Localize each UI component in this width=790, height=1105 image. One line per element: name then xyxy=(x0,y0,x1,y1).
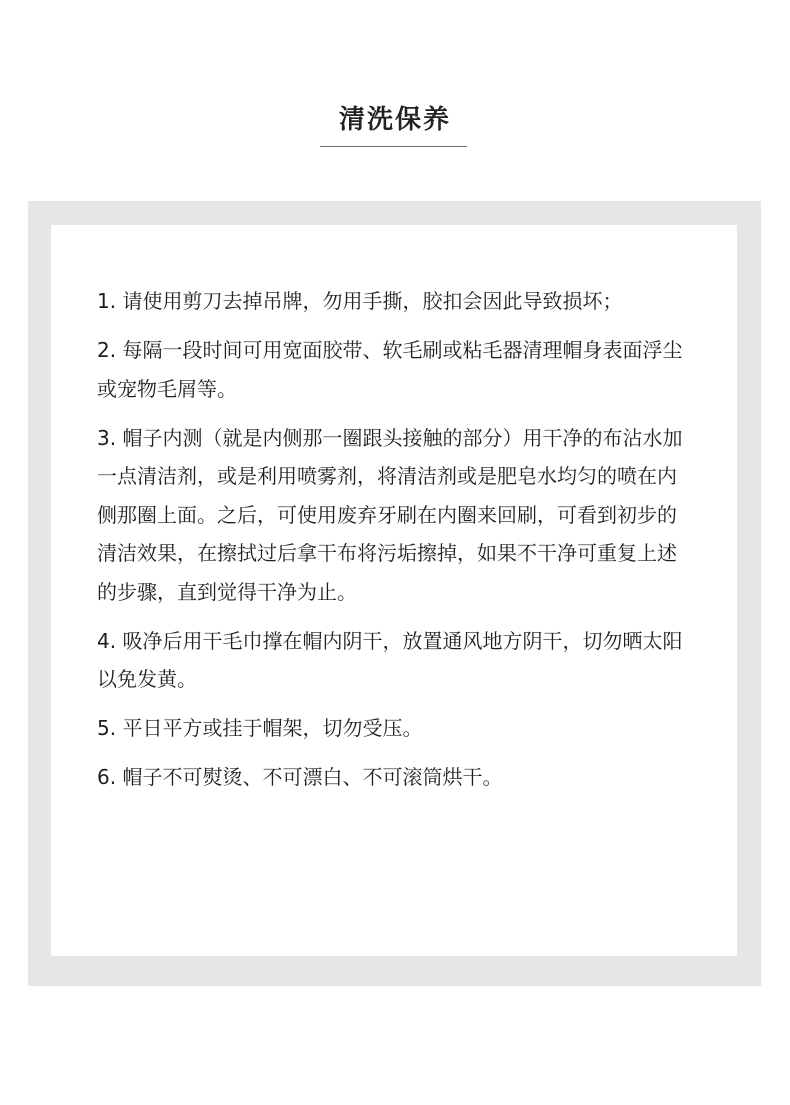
care-item-4: 4. 吸净后用干毛巾撑在帽内阴干，放置通风地方阴干，切勿晒太阳以免发黄。 xyxy=(97,628,683,691)
care-item-6: 6. 帽子不可熨烫、不可漂白、不可滚筒烘干。 xyxy=(97,765,503,789)
care-item-5: 5. 平日平方或挂于帽架，切勿受压。 xyxy=(97,716,423,740)
title-underline xyxy=(320,146,467,147)
care-item-2: 2. 每隔一段时间可用宽面胶带、软毛刷或粘毛器清理帽身表面浮尘或宠物毛屑等。 xyxy=(97,338,683,401)
care-item-1: 1. 请使用剪刀去掉吊牌，勿用手撕，胶扣会因此导致损坏； xyxy=(97,289,623,313)
care-item-3: 3. 帽子内测（就是内侧那一圈跟头接触的部分）用干净的布沾水加一点清洁剂，或是利用喷雾剂，将清洁剂或是肥皂水均匀的喷在内侧那圈上面。之后，可使用废弃牙刷在内圈来回刷，可看到初步的清洁效果，在擦拭过后拿干布将污垢擦掉，如果不干净可重复上述的步骤，直到觉得干净为止。 xyxy=(97,425,683,604)
care-instructions-list xyxy=(97,282,687,807)
section-title: 清洗保养 xyxy=(338,105,451,135)
section-header xyxy=(0,100,790,140)
